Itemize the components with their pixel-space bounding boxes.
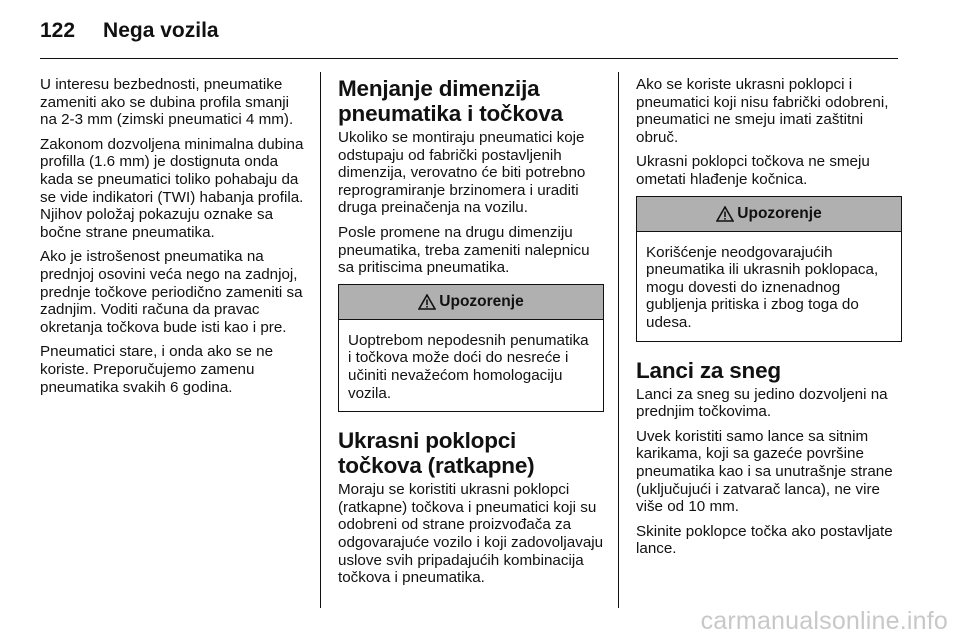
column-1	[40, 76, 308, 403]
paragraph: Uvek koristiti samo lance sa sitnim karikama, koji sa gazeće površine pneumatika kao i sa unutrašnje strane (uključujući i zatvarač lanca), ne vire više od 10 mm.	[636, 427, 893, 516]
warning-title: Upozorenje	[439, 292, 524, 310]
column-divider	[618, 72, 619, 608]
warning-box	[636, 196, 902, 342]
paragraph: Zakonom dozvoljena minimalna dubina profilla (1.6 mm) je dostignuta onda kada se pneumatici toliko pohabaju da se vide indikatori (TWI) habanja profila. Njihov položaj pokazuju oznake sa bočne strane pneumatika.	[40, 135, 304, 241]
column-2	[338, 76, 604, 594]
paragraph: Ukrasni poklopci točkova ne smeju ometati hlađenje kočnica.	[636, 153, 870, 188]
page-title: Nega vozila	[103, 19, 219, 42]
warning-triangle-icon	[418, 294, 436, 310]
section-heading: Menjanje dimenzija pneumatika i točkova	[338, 76, 563, 126]
page-number: 122	[40, 19, 76, 42]
section-heading: Lanci za sneg	[636, 357, 781, 383]
paragraph: Posle promene na drugu dimenziju pneumatika, treba zameniti nalepnicu sa pritiscima pneumatika.	[338, 223, 590, 277]
paragraph: Skinite poklopce točka ako postavljate lance.	[636, 522, 893, 558]
column-divider	[320, 72, 321, 608]
warning-text: Uoptrebom nepodesnih penumatika i točkova može doći do nesreće i učiniti nevažećom homologaciju vozila.	[348, 331, 589, 402]
column-3	[636, 76, 902, 565]
header-divider	[40, 58, 898, 59]
paragraph: Ako se koriste ukrasni poklopci i pneumatici koji nisu fabrički odobreni, pneumatici ne smeju imati zaštitni obruč.	[636, 76, 889, 146]
warning-box	[338, 284, 604, 412]
warning-triangle-icon	[716, 206, 734, 222]
paragraph: Ako je istrošenost pneumatika na prednjoj osovini veća nego na zadnjoj, prednje točkove periodično zameniti sa zadnjim. Voditi računa da pravac okretanja točkova bude isti kao i pre.	[40, 248, 303, 336]
paragraph: Moraju se koristiti ukrasni poklopci (ratkapne) točkova i pneumatici koji su odobreni od strane proizvođača za odgovarajuće vozilo i koji zadovoljavaju uslove svih pripadajućih kombinacija točkova i pneumatika.	[338, 481, 604, 587]
section-heading: Ukrasni poklopci točkova (ratkapne)	[338, 428, 535, 479]
watermark: carmanualsonline.info	[700, 607, 948, 635]
page-header	[40, 14, 219, 48]
paragraph: U interesu bezbednosti, pneumatike zameniti ako se dubina profila smanji na 2-3 mm (zimski pneumatici 4 mm).	[40, 76, 294, 129]
paragraph: Pneumatici stare, i onda ako se ne koriste. Preporučujemo zamenu pneumatika svakih 6 godina.	[40, 343, 274, 396]
warning-title: Upozorenje	[737, 204, 822, 222]
paragraph: Ukoliko se montiraju pneumatici koje odstupaju od fabrički postavljenih dimenzija, verovatno će biti potrebno reprogramiranje brzinomera i uraditi druga preinačenja na vozilu.	[338, 129, 586, 217]
warning-text: Korišćenje neodgovarajućih pneumatika ili ukrasnih poklopaca, mogu dovesti do iznenadnog gubljenja pritiska i zbog toga do udesa.	[646, 243, 879, 331]
warning-header	[637, 197, 901, 232]
paragraph: Lanci za sneg su jedino dozvoljeni na prednjim točkovima.	[636, 385, 888, 421]
warning-header	[339, 285, 603, 320]
